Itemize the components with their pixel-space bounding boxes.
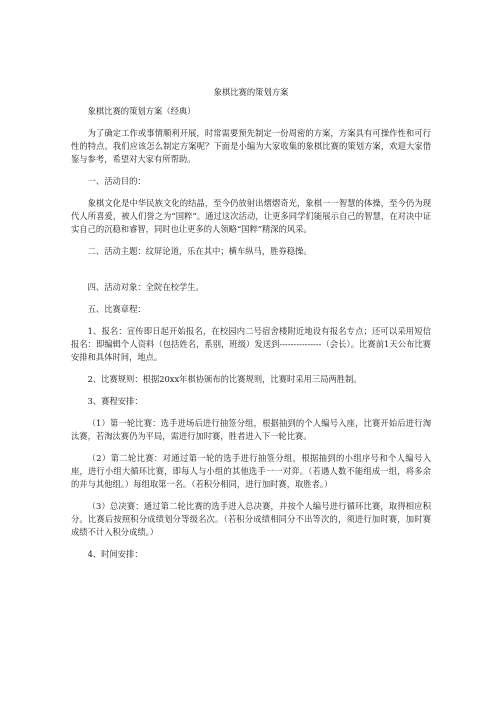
section-heading-rules: 五、比赛章程： [87, 304, 146, 314]
rule-registration: 1、报名：宣传即日起开始报名，在校园内二号宿舍楼附近地设有报名专点；还可以采用短信报名：即编辑个人资料（包括姓名，系别，班级）发送到---------------（会长）。比赛前1天公布比赛安排和具体时间，地点。 [71, 326, 431, 362]
purpose-paragraph: 象棋文化是中华民族文化的结晶，至今仍放射出熠熠奇光，象棋一一智慧的体操，至今仍为现代人所喜爱，被人们誉之为“国粹”。通过这次活动，让更多同学们能展示自己的智慧，在对决中证实自己的沉稳和睿智，同时也让更多的人领略“国粹”精深的风采。 [71, 198, 431, 234]
rule-time: 4、时间安排： [87, 549, 143, 559]
section-audience: 四、活动对象：全院在校学生。 [87, 282, 204, 292]
blank-gap [71, 267, 431, 281]
rule-schedule: 3、赛程安排： [87, 396, 143, 406]
round-final: （3）总决赛：通过第二轮比赛的选手进入总决赛，并按个人编号进行循环比赛，取得相应积分。比赛后按照积分成绩划分等级名次。（若积分成绩相同分不出等次的，须进行加时赛，加时赛成绩不计入积分成绩。） [71, 501, 431, 537]
subtitle: 象棋比赛的策划方案（经典） [87, 106, 196, 116]
intro-paragraph: 为了确定工作或事情顺利开展，时常需要预先制定一份周密的方案，方案具有可操作性和可行性的特点。我们应该怎么制定方案呢？下面是小编为大家收集的象棋比赛的策划方案，欢迎大家借鉴与参考，希望对大家有所帮助。 [71, 128, 431, 164]
round-two: （2）第二轮比赛：对通过第一轮的选手进行抽签分组，根据抽到的小组序号和个人编号入座，进行小组大循环比赛，即每人与小组的其他选手一一对弈。（若遇人数不能组成一组，将多余的并与其他组。）每组取第一名。（若积分相同，进行加时赛，取胜者。） [71, 453, 431, 489]
document-body [71, 86, 431, 570]
section-theme: 二、活动主题：纹屏论道，乐在其中；横车纵马，胜券稳操。 [87, 246, 312, 256]
section-heading-purpose: 一、活动目的： [87, 176, 146, 186]
rule-match-rules: 2、比赛规则：根据20xx年棋协颁布的比赛规则，比赛时采用三局两胜制。 [87, 374, 362, 384]
round-one: （1）第一轮比赛：选手进场后进行抽签分组，根据抽到的个人编号入座，比赛开始后进行淘汰赛，若淘汰赛仍为平局，需进行加时赛，胜者进入下一轮比赛。 [71, 418, 431, 441]
page-title: 象棋比赛的策划方案 [213, 87, 289, 97]
